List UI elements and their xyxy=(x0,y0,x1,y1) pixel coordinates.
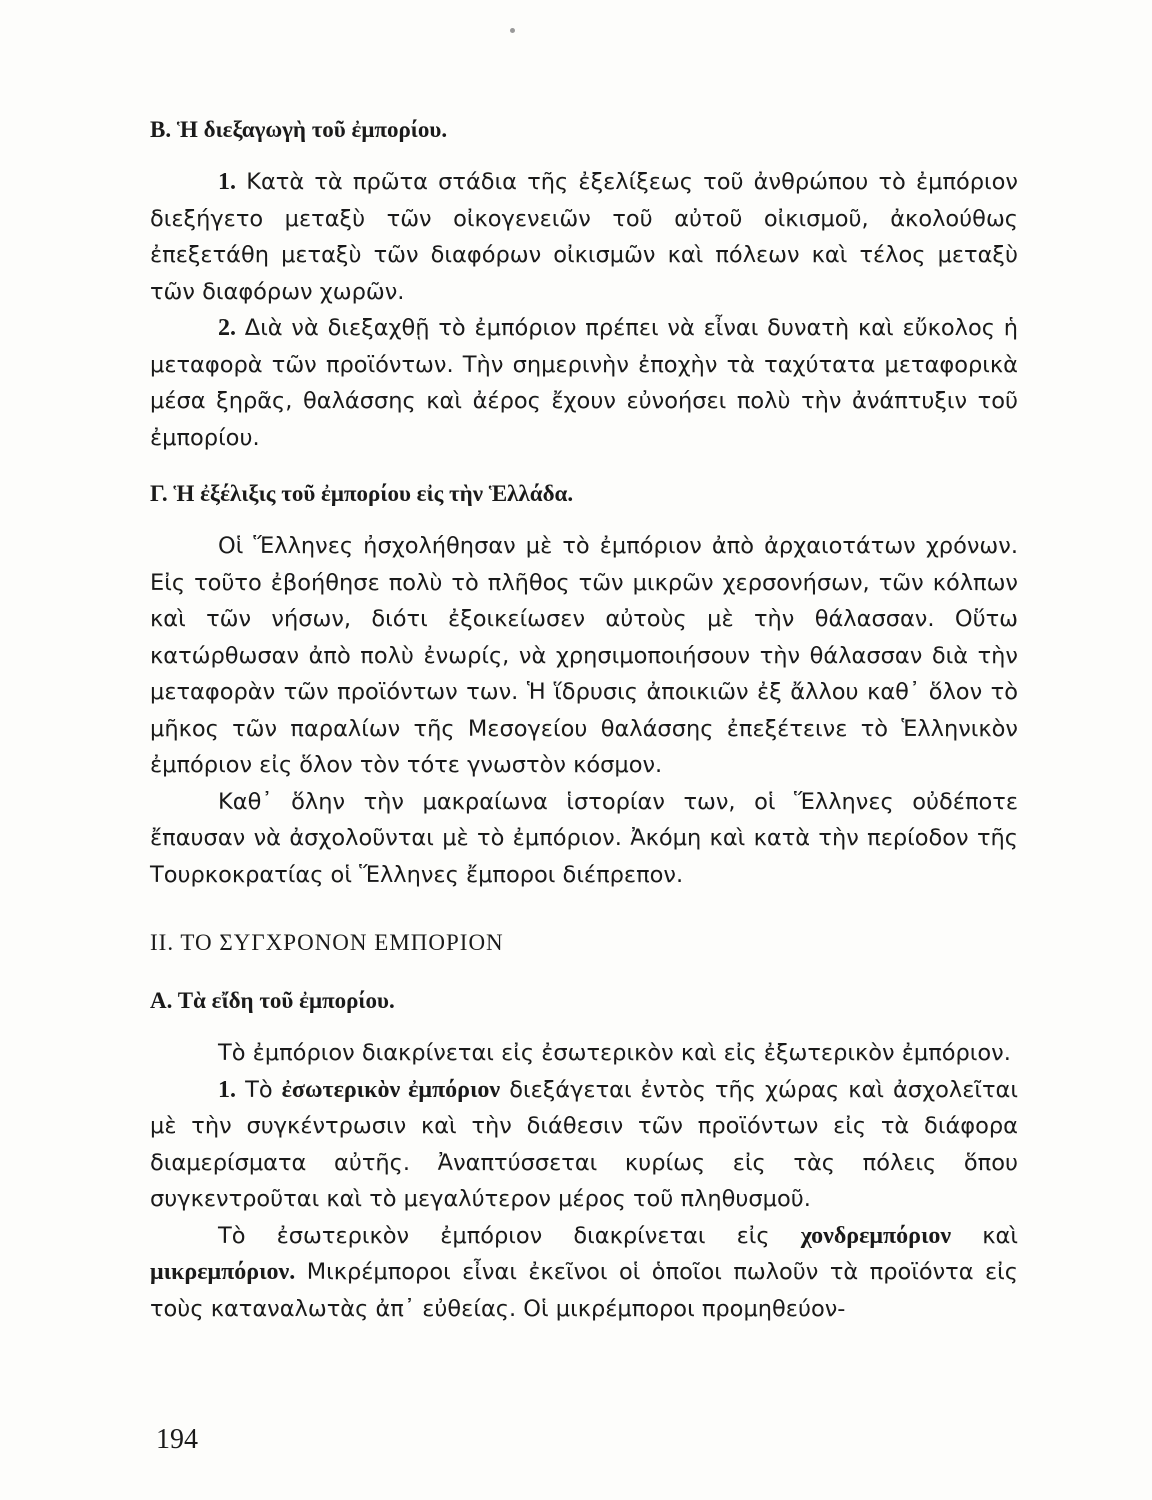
paragraph-text: διεξάγεται ἐντὸς τῆς χώρας καὶ ἀσχολεῖται μὲ τὴν συγκέντρωσιν καὶ τὴν διάθεσιν τῶν προϊόντων εἰς τὰ διάφορα διαμερίσματα αὐτῆς. Ἀναπτύσσεται κυρίως εἰς τὰς πόλεις ὅπου συγκεντροῦται καὶ τὸ μεγαλύτερον μέρος τοῦ πληθυσμοῦ. xyxy=(150,1076,1018,1212)
paragraph-b2 xyxy=(150,310,1018,456)
bold-term: ἐσωτερικὸν ἐμπόριον xyxy=(281,1076,501,1103)
item-number: 1. xyxy=(218,169,236,195)
paragraph-text: Τὸ ἐσωτερικὸν ἐμπόριον διακρίνεται εἰς xyxy=(218,1222,770,1249)
page-number: 194 xyxy=(156,1424,198,1455)
bold-term: μικρεμπόριον. xyxy=(150,1259,296,1285)
paragraph-a2 xyxy=(150,1218,1018,1328)
paragraph-a1: Τὸ ἐμπόριον διακρίνεται εἰς ἐσωτερικὸν καὶ εἰς ἐξωτερικὸν ἐμπόριον. xyxy=(218,1040,1011,1066)
heading-b: Β. Ἡ διεξαγωγὴ τοῦ ἐμπορίου. xyxy=(150,117,448,142)
paragraph-g2: Καθ᾽ ὅλην τὴν μακραίωνα ἱστορίαν των, οἱ Ἕλληνες οὐδέποτε ἔπαυσαν νὰ ἀσχολοῦνται μὲ τὸ ἐμπόριον. Ἀκόμη καὶ κατὰ τὴν περίοδον τῆς Τουρκοκρατίας οἱ Ἕλληνες ἔμποροι διέπρεπον. xyxy=(150,788,1018,888)
heading-a: Α. Τὰ εἴδη τοῦ ἐμπορίου. xyxy=(150,988,395,1013)
section-heading-ii: ΙΙ. ΤΟ ΣΥΓΧΡΟΝΟΝ ΕΜΠΟΡΙΟΝ xyxy=(150,930,504,955)
item-number: 2. xyxy=(218,315,236,341)
page-body xyxy=(150,110,1018,1327)
paragraph-text: Κατὰ τὰ πρῶτα στάδια τῆς ἐξελίξεως τοῦ ἀνθρώπου τὸ ἐμπόριον διεξήγετο μεταξὺ τῶν οἰκογενειῶν τοῦ αὐτοῦ οἰκισμοῦ, ἀκολούθως ἐπεξετάθη μεταξὺ τῶν διαφόρων οἰκισμῶν καὶ πόλεων καὶ τέλος μεταξὺ τῶν διαφόρων χωρῶν. xyxy=(150,169,1018,305)
paragraph-g1: Οἱ Ἕλληνες ἠσχολήθησαν μὲ τὸ ἐμπόριον ἀπὸ ἀρχαιοτάτων χρόνων. Εἰς τοῦτο ἐβοήθησε πολὺ τὸ πλῆθος τῶν μικρῶν χερσονήσων, τῶν κόλπων καὶ τῶν νήσων, διότι ἐξοικείωσεν αὐτοὺς μὲ τὴν θάλασσαν. Οὕτω κατώρθωσαν ἀπὸ πολὺ ἐνωρίς, νὰ χρησιμοποιήσουν τὴν θάλασσαν διὰ τὴν μεταφορὰν τῶν προϊόντων των. Ἡ ἵδρυσις ἀποικιῶν ἐξ ἄλλου καθ᾽ ὅλον τὸ μῆκος τῶν παραλίων τῆς Μεσογείου θαλάσσης ἐπεξέτεινε τὸ Ἑλληνικὸν ἐμπόριον εἰς ὅλον τὸν τότε γνωστὸν κόσμον. xyxy=(150,533,1018,778)
paragraph-a-item1 xyxy=(150,1072,1018,1218)
paragraph-text: Διὰ νὰ διεξαχθῇ τὸ ἐμπόριον πρέπει νὰ εἶναι δυνατὴ καὶ εὔκολος ἡ μεταφορὰ τῶν προϊόντων. Τὴν σημερινὴν ἐποχὴν τὰ ταχύτατα μεταφορικὰ μέσα ξηρᾶς, θαλάσσης καὶ ἀέρος ἔχουν εὐνοήσει πολὺ τὴν ἀνάπτυξιν τοῦ ἐμπορίου. xyxy=(150,315,1018,451)
paragraph-text: Τὸ xyxy=(245,1076,273,1103)
paragraph-b1 xyxy=(150,164,1018,310)
heading-g: Γ. Ἡ ἐξέλιξις τοῦ ἐμπορίου εἰς τὴν Ἑλλάδα. xyxy=(150,481,574,506)
item-number: 1. xyxy=(218,1076,236,1103)
paragraph-text: Μικρέμποροι εἶναι ἐκεῖνοι οἱ ὁποῖοι πωλοῦν τὰ προϊόντα εἰς τοὺς καταναλωτὰς ἀπ᾽ εὐθείας. Οἱ μικρέμποροι προμηθεύον- xyxy=(150,1259,1018,1322)
bold-term: χονδρεμπόριον xyxy=(800,1222,952,1249)
scan-speck xyxy=(510,28,515,33)
paragraph-text: καὶ xyxy=(982,1222,1019,1249)
